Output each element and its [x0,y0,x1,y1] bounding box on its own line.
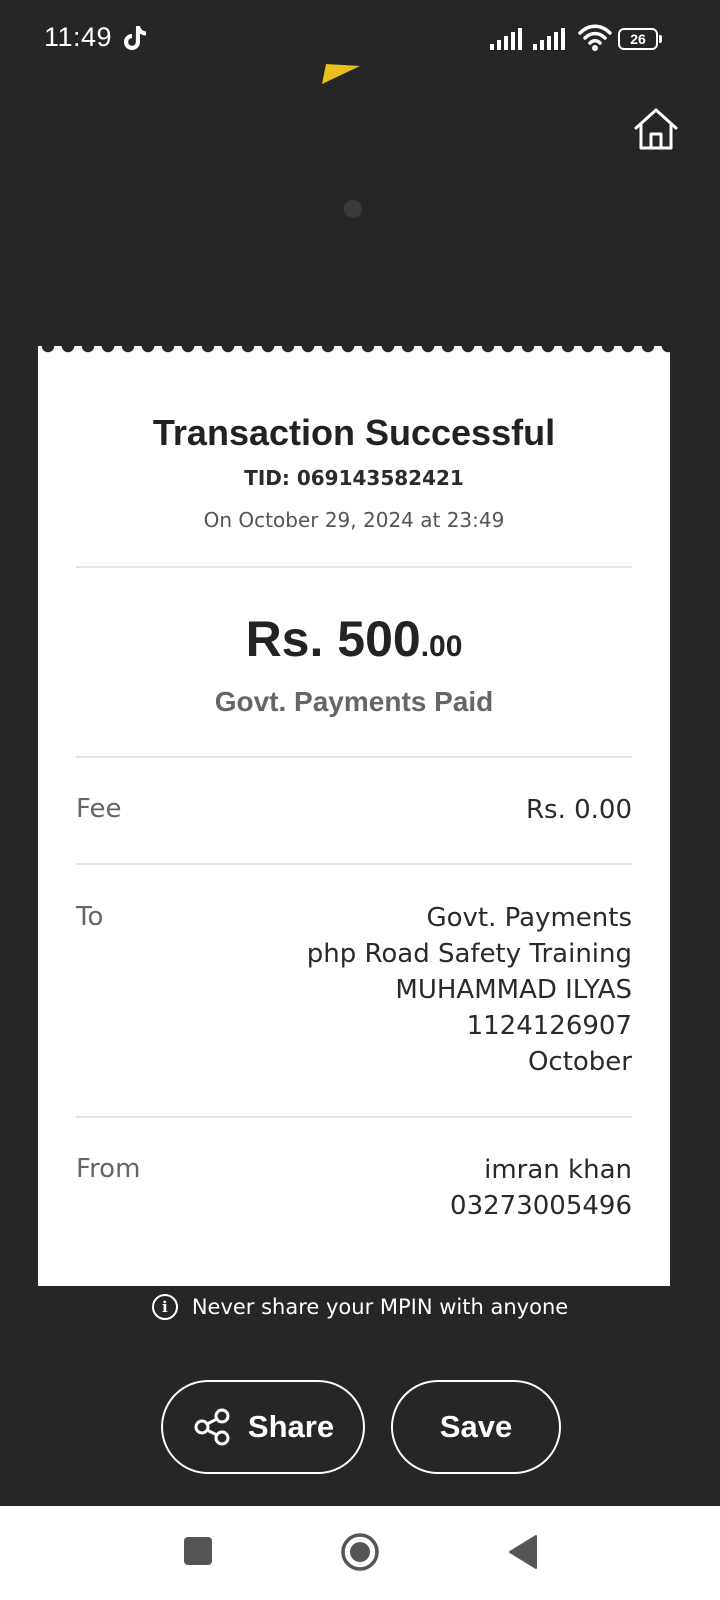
signal-icon [490,28,524,50]
security-notice [0,1290,720,1324]
from-line: imran khan [484,1155,632,1185]
share-label: Share [247,1409,335,1444]
save-button[interactable] [391,1380,561,1474]
amount-decimals: .00 [420,630,463,663]
fee-value: Rs. 0.00 [525,795,632,825]
divider [76,566,632,568]
fee-label: Fee [76,794,122,824]
divider [76,863,632,865]
battery-level: 26 [618,28,658,50]
to-details [307,900,632,1080]
brand-logo-fragment [322,64,360,86]
divider [76,1116,632,1118]
info-icon: i [152,1294,178,1320]
share-button[interactable] [161,1380,365,1474]
recents-button[interactable] [184,1537,212,1565]
from-details [450,1152,632,1224]
payment-type: Govt. Payments Paid [214,686,494,717]
amount-main: Rs. 500 [245,611,421,667]
status-time: 11:49 [44,22,113,52]
tiktok-icon [122,24,148,52]
home-icon[interactable] [632,106,680,152]
to-label: To [76,902,104,932]
loading-dot [344,200,362,218]
wifi-icon [578,24,612,52]
security-notice-text: Never share your MPIN with anyone [191,1295,569,1319]
signal-icon [533,28,567,50]
receipt-title: Transaction Successful [152,412,556,453]
system-nav-bar [0,1506,720,1600]
from-label: From [76,1154,141,1184]
share-icon [192,1407,232,1447]
to-line: php Road Safety Training [306,939,632,969]
transaction-date: On October 29, 2024 at 23:49 [203,508,505,532]
to-line: MUHAMMAD ILYAS [395,975,632,1005]
home-button[interactable] [340,1532,380,1572]
divider [76,756,632,758]
amount [38,610,670,668]
to-line: 1124126907 [466,1011,632,1041]
to-line: October [527,1047,632,1077]
battery-icon [618,28,662,50]
from-line: 03273005496 [450,1191,632,1221]
to-line: Govt. Payments [426,903,632,933]
save-label: Save [439,1409,513,1444]
back-button[interactable] [508,1534,538,1570]
receipt-card [38,356,670,1286]
transaction-id: TID: 069143582421 [244,466,464,490]
status-bar [0,0,720,80]
